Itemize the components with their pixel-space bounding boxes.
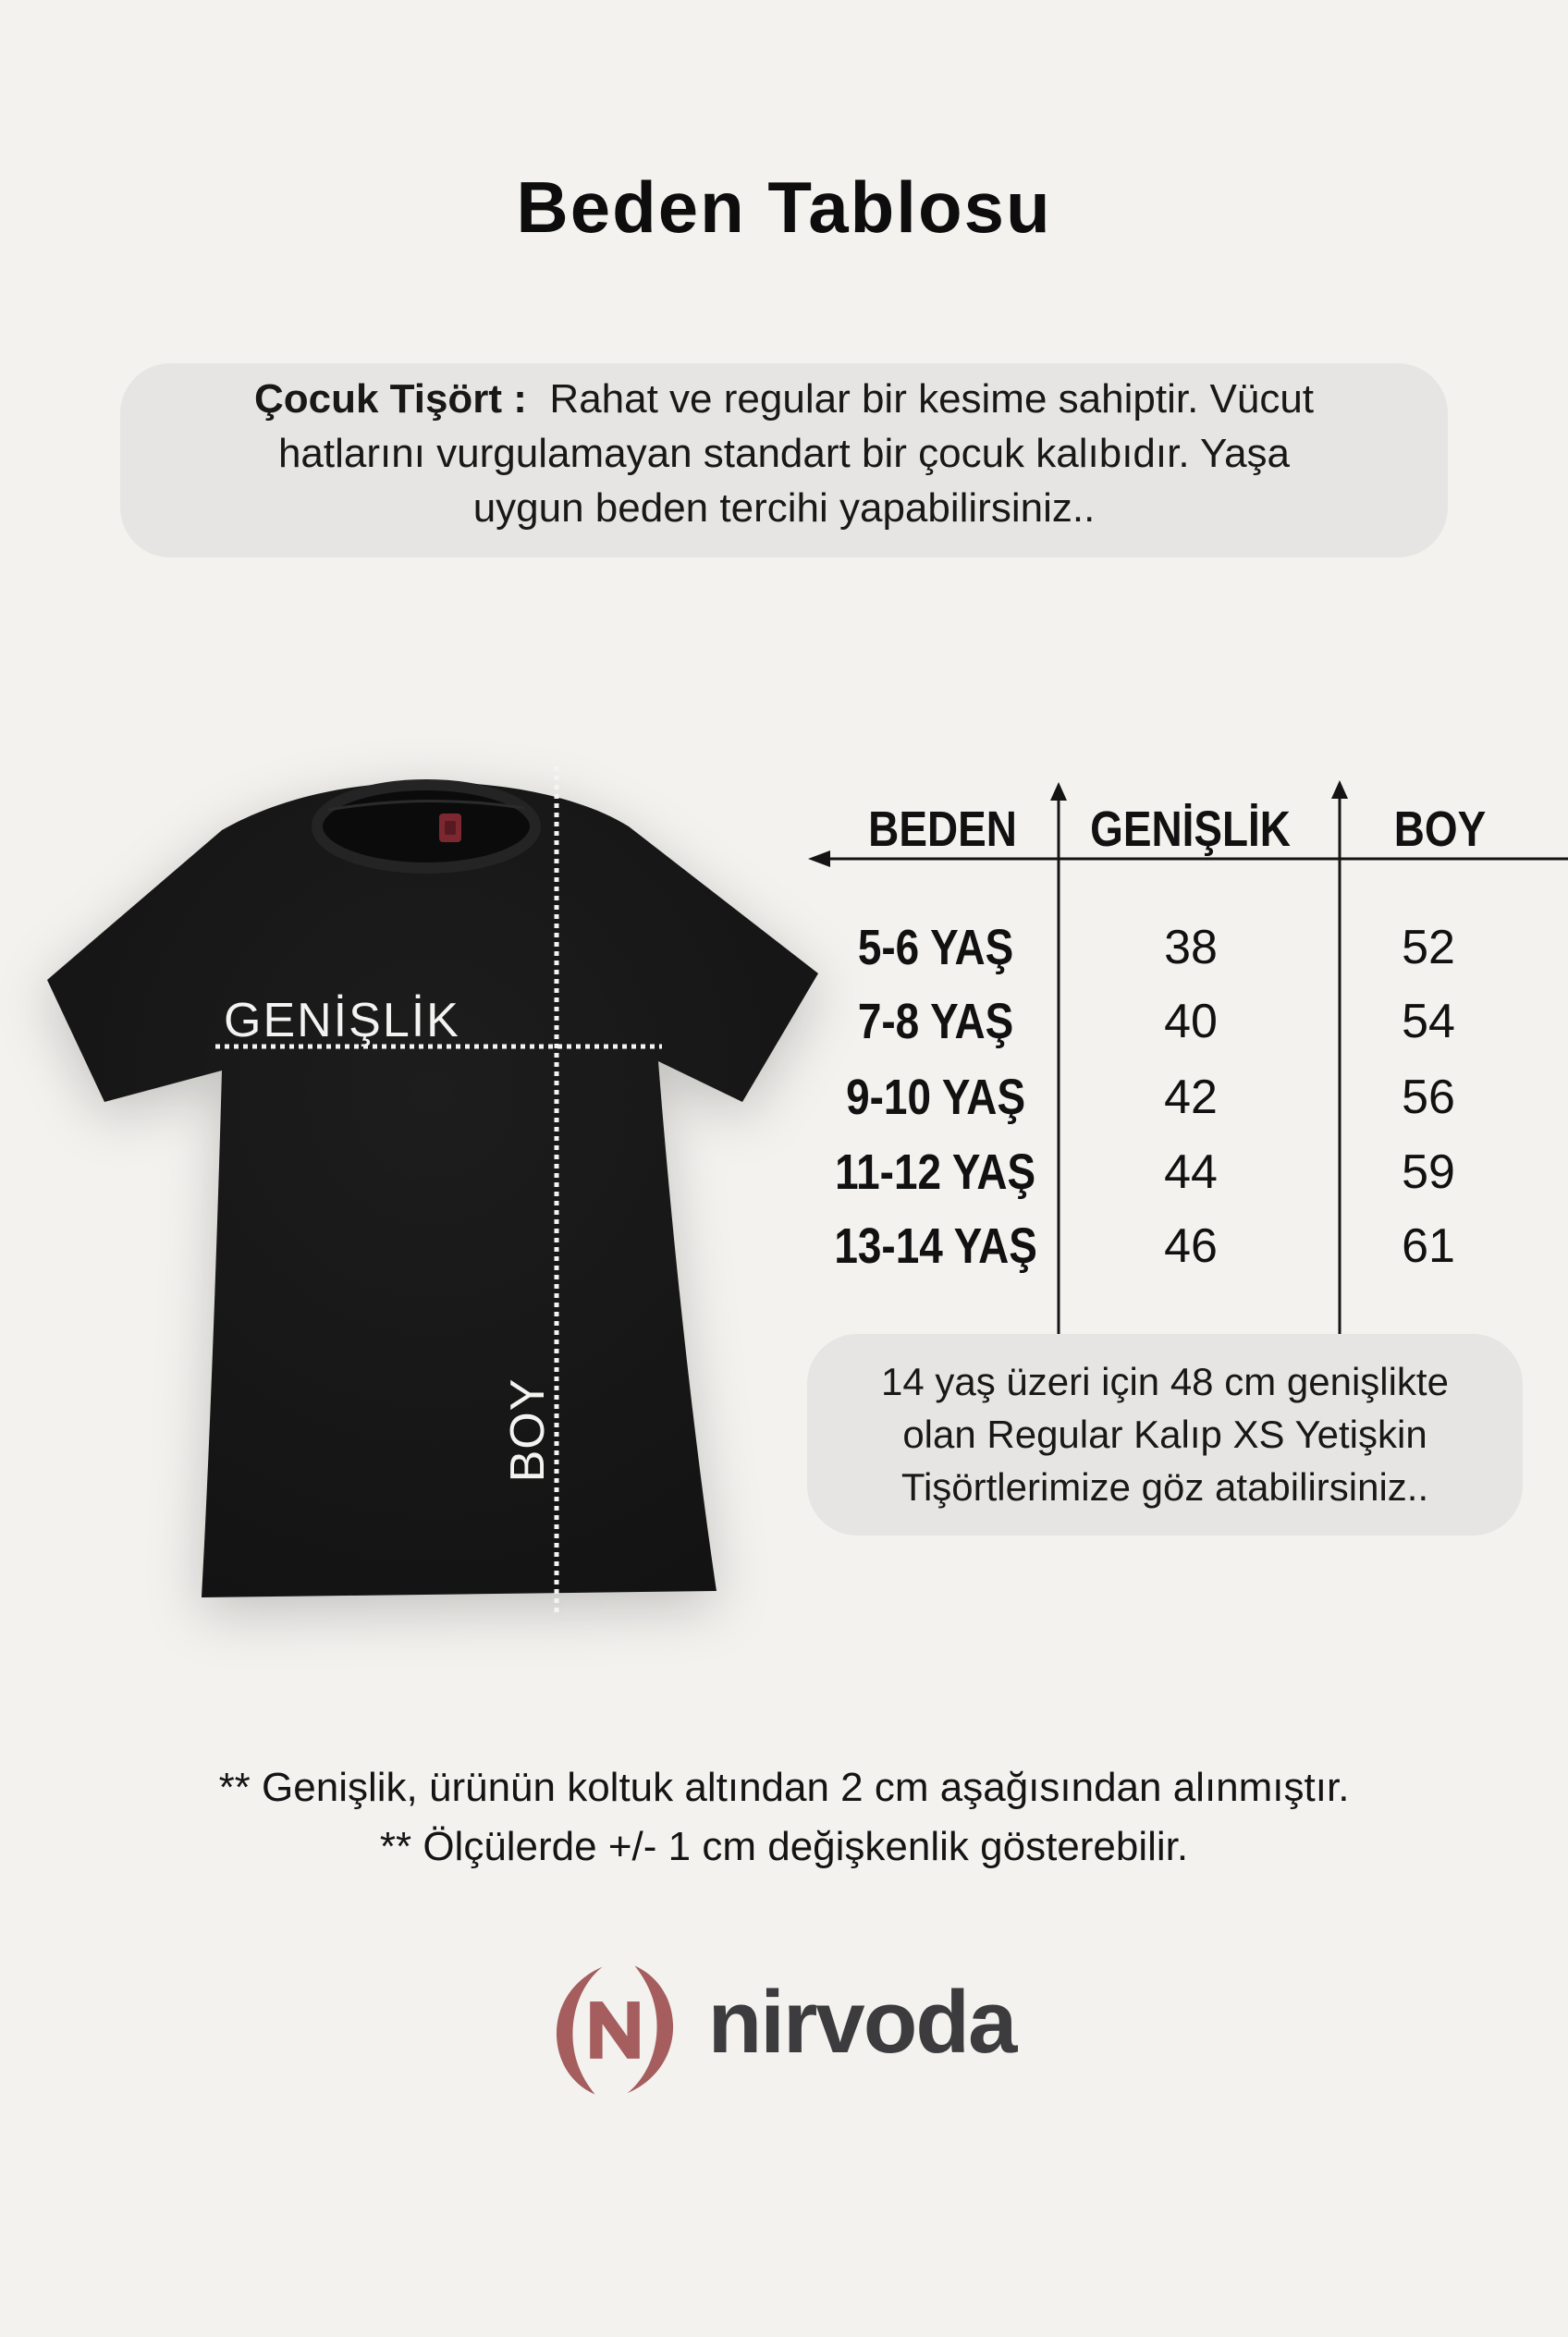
col-header-beden: BEDEN — [868, 801, 1018, 857]
brand-name: nirvoda — [707, 1973, 1016, 2072]
description-box — [120, 363, 1448, 557]
table-cell-height: 54 — [1402, 995, 1455, 1048]
collar-opening — [317, 785, 535, 868]
collar-brand-tag-mark — [445, 821, 456, 835]
description-line-1-text: Rahat ve regular bir kesime sahiptir. Vücut — [549, 376, 1315, 422]
note-line-1: 14 yaş üzeri için 48 cm genişlikte — [881, 1360, 1449, 1403]
footnote-tolerance: ** Ölçülerde +/- 1 cm değişkenlik gösterebilir. — [379, 1824, 1189, 1869]
table-cell-width: 44 — [1164, 1145, 1218, 1199]
description-line-2: hatlarını vurgulamayan standart bir çocuk kalıbıdır. Yaşa — [277, 431, 1291, 476]
table-divider-1-arrow — [1050, 782, 1067, 801]
table-divider-2-arrow — [1331, 780, 1348, 799]
footnote-width-method: ** Genişlik, ürünün koltuk altından 2 cm aşağısından alınmıştır. — [218, 1765, 1350, 1810]
table-row-age: 7-8 YAŞ — [857, 994, 1014, 1049]
adult-size-note — [807, 1334, 1523, 1536]
note-line-3: Tişörtlerimize göz atabilirsiniz.. — [900, 1465, 1429, 1509]
table-row-age: 13-14 YAŞ — [834, 1218, 1037, 1274]
logo-letter-n — [590, 2001, 640, 2059]
table-cell-height: 59 — [1402, 1145, 1455, 1199]
height-label: BOY — [501, 1377, 555, 1483]
description-line-1 — [120, 372, 1448, 426]
table-row-age: 11-12 YAŞ — [835, 1144, 1036, 1200]
tshirt-diagram — [32, 758, 827, 1627]
table-cell-width: 42 — [1164, 1071, 1218, 1124]
table-row-age: 9-10 YAŞ — [846, 1070, 1025, 1125]
col-header-genislik: GENİŞLİK — [1090, 801, 1292, 857]
width-label: GENİŞLİK — [224, 994, 460, 1047]
table-cell-height: 56 — [1402, 1071, 1455, 1124]
description-lead: Çocuk Tişört : — [253, 376, 527, 422]
note-line-2: olan Regular Kalıp XS Yetişkin — [902, 1413, 1427, 1456]
page-title: Beden Tablosu — [516, 166, 1052, 248]
table-row-age: 5-6 YAŞ — [857, 920, 1014, 975]
table-cell-width: 46 — [1164, 1219, 1218, 1273]
brand-logo — [0, 1962, 1568, 2098]
measurement-footnotes — [0, 1758, 1568, 1877]
nirvoda-logo-icon — [553, 1962, 677, 2098]
description-line-3: uygun beden tercihi yapabilirsiniz.. — [472, 485, 1096, 531]
tshirt-silhouette — [47, 782, 818, 1597]
table-cell-height: 52 — [1402, 921, 1455, 974]
table-cell-width: 40 — [1164, 995, 1218, 1048]
table-cell-width: 38 — [1164, 921, 1218, 974]
table-cell-height: 61 — [1402, 1219, 1455, 1273]
col-header-boy: BOY — [1394, 801, 1487, 857]
